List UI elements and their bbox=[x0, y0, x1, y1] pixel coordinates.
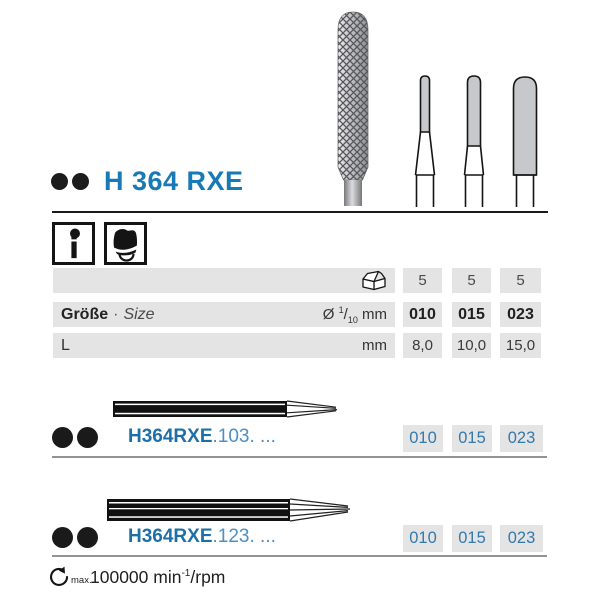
size-value-cell: 010 bbox=[403, 302, 442, 327]
shank-103-illustration bbox=[110, 397, 340, 421]
length-label: L bbox=[61, 336, 70, 354]
length-value-cell: 8,0 bbox=[403, 333, 442, 358]
package-box-icon bbox=[361, 270, 387, 292]
pack-count-cell: 5 bbox=[500, 268, 541, 293]
bullet-dot bbox=[52, 427, 73, 448]
order-size-cell: 023 bbox=[500, 525, 543, 552]
order-size-cell: 010 bbox=[403, 525, 443, 552]
bullet-dot bbox=[77, 527, 98, 548]
bullet-dot bbox=[77, 427, 98, 448]
bur-size-silhouettes bbox=[405, 70, 545, 210]
pack-count-cell: 5 bbox=[403, 268, 442, 293]
size-label-en: Size bbox=[123, 305, 155, 323]
tooth-icon bbox=[104, 222, 147, 265]
size-unit: Ø $^1/_{10}$ mm bbox=[322, 304, 387, 325]
divider bbox=[52, 211, 548, 213]
rotation-speed-icon bbox=[48, 566, 70, 588]
max-speed-value: 100000 $\min^{-1}$/rpm bbox=[90, 567, 226, 587]
bullet-dot bbox=[51, 173, 68, 190]
length-row-bar bbox=[53, 333, 395, 358]
divider bbox=[52, 555, 547, 557]
length-value-cell: 15,0 bbox=[500, 333, 541, 358]
info-icon-glyph: i bbox=[68, 231, 80, 262]
max-label: max. bbox=[71, 575, 92, 586]
label-separator: · bbox=[113, 305, 119, 323]
size-label-de: Größe bbox=[61, 305, 109, 323]
bullet-dot bbox=[52, 527, 73, 548]
divider bbox=[52, 456, 547, 458]
order-size-cell: 015 bbox=[452, 425, 492, 452]
order-size-cell: 010 bbox=[403, 425, 443, 452]
size-value-cell: 015 bbox=[452, 302, 491, 327]
order-size-cell: 015 bbox=[452, 525, 492, 552]
product-code-103: H364RXE.103. ... bbox=[128, 426, 276, 447]
length-unit: mm bbox=[362, 337, 387, 354]
length-value-cell: 10,0 bbox=[452, 333, 491, 358]
bullet-dot bbox=[72, 173, 89, 190]
bur-main-illustration bbox=[329, 5, 377, 207]
shank-123-illustration bbox=[104, 496, 354, 524]
info-icon bbox=[52, 222, 95, 265]
page-title: H 364 RXE bbox=[104, 166, 244, 196]
product-code-123: H364RXE.123. ... bbox=[128, 526, 276, 547]
size-value-cell: 023 bbox=[500, 302, 541, 327]
pack-row-bar bbox=[53, 268, 395, 293]
order-size-cell: 023 bbox=[500, 425, 543, 452]
size-row-bar bbox=[53, 302, 395, 327]
pack-count-cell: 5 bbox=[452, 268, 491, 293]
